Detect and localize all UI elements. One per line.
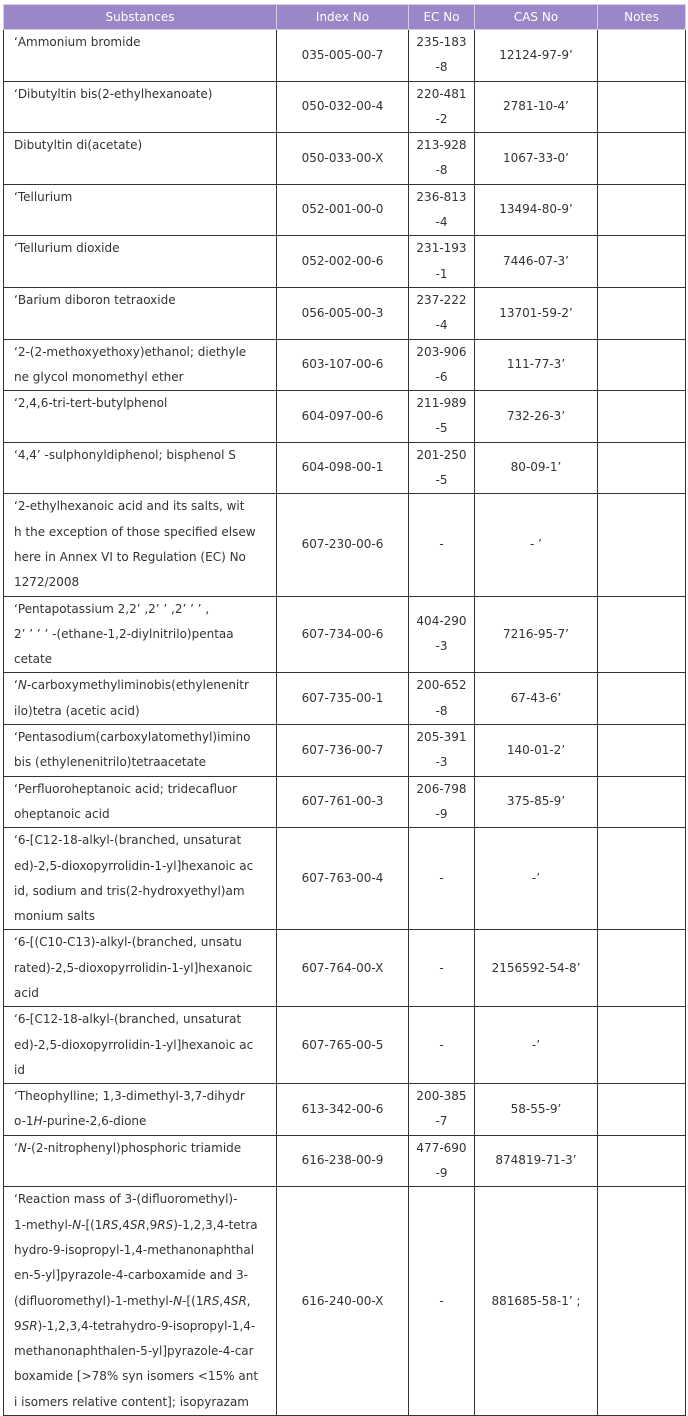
cas-no-cell: 80-09-1’ xyxy=(475,442,598,494)
ec-no-line: 231-193 xyxy=(416,241,467,256)
ec-no-line: 477-690 xyxy=(416,1140,467,1155)
notes-cell xyxy=(598,725,686,777)
ec-no-line: -5 xyxy=(435,473,448,488)
substance-text: ‘Dibutyltin bis(2-ethylhexanoate) xyxy=(14,86,213,101)
substance-text: -purine-2,6-dione xyxy=(42,1114,147,1129)
substance-text: oheptanoic acid xyxy=(14,806,110,821)
substance-text: (difluoromethyl)-1-methyl- xyxy=(14,1293,174,1308)
substance-italic: RS xyxy=(157,1217,174,1232)
ec-no-line: 200-385 xyxy=(416,1089,467,1104)
ec-no-cell xyxy=(409,287,475,339)
ec-no-cell: - xyxy=(409,1187,475,1416)
notes-cell xyxy=(598,1135,686,1187)
substance-text: Dibutyltin di(acetate) xyxy=(14,138,143,153)
cas-no-cell: 732-26-3’ xyxy=(475,391,598,443)
ec-no-cell xyxy=(409,133,475,185)
cas-no-cell: 2156592-54-8’ xyxy=(475,930,598,1007)
substance-cell xyxy=(4,596,277,673)
table-row xyxy=(4,81,686,133)
cas-no-cell: 13701-59-2’ xyxy=(475,287,598,339)
substance-text: here in Annex VI to Regulation (EC) No xyxy=(14,549,246,564)
table-row xyxy=(4,133,686,185)
substance-text: ‘ xyxy=(14,678,18,693)
table-row xyxy=(4,776,686,828)
notes-cell xyxy=(598,133,686,185)
notes-cell xyxy=(598,339,686,391)
table-row xyxy=(4,596,686,673)
substance-text: ,4 xyxy=(219,1293,231,1308)
substance-cell xyxy=(4,725,277,777)
cas-no-cell: 874819-71-3’ xyxy=(475,1135,598,1187)
ec-no-line: -4 xyxy=(435,215,448,230)
cas-no-cell: -’ xyxy=(475,1007,598,1084)
table-row xyxy=(4,673,686,725)
table-row xyxy=(4,1187,686,1416)
ec-no-cell xyxy=(409,776,475,828)
substance-text: -[(1 xyxy=(182,1293,204,1308)
cas-no-cell: 1067-33-0’ xyxy=(475,133,598,185)
header-notes: Notes xyxy=(598,5,686,30)
substance-text: id xyxy=(14,1062,25,1077)
ec-no-cell: - xyxy=(409,828,475,930)
notes-cell xyxy=(598,828,686,930)
ec-no-line: 211-989 xyxy=(416,396,467,411)
cas-no-cell: 58-55-9’ xyxy=(475,1084,598,1136)
substance-italic: N xyxy=(17,678,27,693)
index-no-cell: 607-736-00-7 xyxy=(277,725,409,777)
substance-cell xyxy=(4,828,277,930)
substance-cell xyxy=(4,930,277,1007)
substance-text: ‘4,4’ -sulphonyldiphenol; bisphenol S xyxy=(14,447,236,462)
ec-no-cell xyxy=(409,596,475,673)
index-no-cell: 616-240-00-X xyxy=(277,1187,409,1416)
substance-text: o-1 xyxy=(14,1114,34,1129)
index-no-cell: 607-734-00-6 xyxy=(277,596,409,673)
substance-text: , xyxy=(246,1293,251,1308)
substance-cell xyxy=(4,236,277,288)
substance-text: ‘Barium diboron tetraoxide xyxy=(14,292,176,307)
substance-cell xyxy=(4,776,277,828)
substance-italic: H xyxy=(33,1114,43,1129)
ec-no-cell: - xyxy=(409,494,475,596)
header-index-no: Index No xyxy=(277,5,409,30)
table-row xyxy=(4,442,686,494)
substance-text: id, sodium and tris(2-hydroxyethyl)am xyxy=(14,883,245,898)
substance-cell xyxy=(4,81,277,133)
substance-text: ‘Ammonium bromide xyxy=(14,35,141,49)
substances-table xyxy=(3,4,686,1416)
notes-cell xyxy=(598,596,686,673)
substance-cell xyxy=(4,287,277,339)
index-no-cell: 616-238-00-9 xyxy=(277,1135,409,1187)
index-no-cell: 607-230-00-6 xyxy=(277,494,409,596)
index-no-cell: 604-098-00-1 xyxy=(277,442,409,494)
table-row xyxy=(4,1007,686,1084)
substance-text: ‘6-[C12-18-alkyl-(branched, unsaturat xyxy=(14,833,242,848)
ec-no-line: -2 xyxy=(435,111,448,126)
notes-cell xyxy=(598,494,686,596)
substance-text: 1-methyl- xyxy=(14,1217,73,1232)
ec-no-cell xyxy=(409,184,475,236)
notes-cell xyxy=(598,184,686,236)
substance-text: cetate xyxy=(14,652,53,667)
substance-text: boxamide [>78% syn isomers <15% ant xyxy=(14,1369,259,1384)
ec-no-cell xyxy=(409,339,475,391)
ec-no-line: -6 xyxy=(435,369,448,384)
index-no-cell: 607-735-00-1 xyxy=(277,673,409,725)
substance-text: ‘Reaction mass of 3-(difluoromethyl)- xyxy=(14,1192,238,1207)
notes-cell xyxy=(598,81,686,133)
cas-no-cell: 67-43-6’ xyxy=(475,673,598,725)
index-no-cell: 607-763-00-4 xyxy=(277,828,409,930)
substance-text: 2’ ’ ’ ’ -(ethane-1,2-diylnitrilo)pentaa xyxy=(14,626,234,641)
index-no-cell: 050-032-00-4 xyxy=(277,81,409,133)
substance-cell xyxy=(4,30,277,82)
substance-cell xyxy=(4,339,277,391)
ec-no-line: -5 xyxy=(435,421,448,436)
cas-no-cell: 881685-58-1’ ; xyxy=(475,1187,598,1416)
substance-cell xyxy=(4,133,277,185)
substance-text: hydro-9-isopropyl-1,4-methanonaphthal xyxy=(14,1242,255,1257)
table-row xyxy=(4,930,686,1007)
table-row xyxy=(4,391,686,443)
substance-text: ‘2-ethylhexanoic acid and its salts, wit xyxy=(14,499,245,514)
cas-no-cell: 13494-80-9’ xyxy=(475,184,598,236)
substance-italic: N xyxy=(173,1293,183,1308)
index-no-cell: 052-002-00-6 xyxy=(277,236,409,288)
substance-cell xyxy=(4,673,277,725)
substance-italic: N xyxy=(72,1217,82,1232)
ec-no-line: -8 xyxy=(435,163,448,178)
index-no-cell: 052-001-00-0 xyxy=(277,184,409,236)
ec-no-line: -1 xyxy=(435,266,448,281)
ec-no-cell xyxy=(409,81,475,133)
index-no-cell: 056-005-00-3 xyxy=(277,287,409,339)
substance-text: ed)-2,5-dioxopyrrolidin-1-yl]hexanoic ac xyxy=(14,858,254,873)
header-substances: Substances xyxy=(4,5,277,30)
ec-no-cell: - xyxy=(409,1007,475,1084)
cas-no-cell: -’ xyxy=(475,828,598,930)
substance-text: )-1,2,3,4-tetrahydro-9-isopropyl-1,4- xyxy=(37,1318,256,1333)
ec-no-cell: - xyxy=(409,930,475,1007)
table-row xyxy=(4,1135,686,1187)
substance-text: )-1,2,3,4-tetra xyxy=(173,1217,258,1232)
ec-no-line: -3 xyxy=(435,639,448,654)
substance-text: rated)-2,5-dioxopyrrolidin-1-yl]hexanoic xyxy=(14,960,253,975)
ec-no-cell xyxy=(409,725,475,777)
cas-no-cell: 7216-95-7’ xyxy=(475,596,598,673)
substance-text: ‘Tellurium dioxide xyxy=(14,241,120,256)
index-no-cell: 613-342-00-6 xyxy=(277,1084,409,1136)
ec-no-line: 213-928 xyxy=(416,138,467,153)
ec-no-line: -7 xyxy=(435,1114,448,1129)
ec-no-line: -9 xyxy=(435,806,448,821)
substance-text: ‘Theophylline; 1,3-dimethyl-3,7-dihydr xyxy=(14,1089,245,1104)
header-ec-no: EC No xyxy=(409,5,475,30)
ec-no-line: -8 xyxy=(435,703,448,718)
table-row xyxy=(4,1084,686,1136)
ec-no-line: 236-813 xyxy=(416,189,467,204)
table-row xyxy=(4,828,686,930)
index-no-cell: 604-097-00-6 xyxy=(277,391,409,443)
ec-no-line: 404-290 xyxy=(416,614,467,629)
ec-no-line: 206-798 xyxy=(416,781,467,796)
substance-text: bis (ethylenenitrilo)tetraacetate xyxy=(14,755,207,770)
index-no-cell: 050-033-00-X xyxy=(277,133,409,185)
substance-cell xyxy=(4,494,277,596)
ec-no-line: 220-481 xyxy=(416,86,467,101)
substance-text: ‘Pentasodium(carboxylatomethyl)imino xyxy=(14,730,251,745)
cas-no-cell: 140-01-2’ xyxy=(475,725,598,777)
notes-cell xyxy=(598,930,686,1007)
substance-text: ‘6-[C12-18-alkyl-(branched, unsaturat xyxy=(14,1012,242,1027)
notes-cell xyxy=(598,30,686,82)
substance-cell xyxy=(4,1135,277,1187)
index-no-cell: 603-107-00-6 xyxy=(277,339,409,391)
notes-cell xyxy=(598,442,686,494)
ec-no-line: 205-391 xyxy=(416,730,467,745)
substance-cell xyxy=(4,184,277,236)
ec-no-line: -8 xyxy=(435,60,448,75)
cas-no-cell: 375-85-9’ xyxy=(475,776,598,828)
substance-italic: SR xyxy=(21,1318,38,1333)
cas-no-cell: 2781-10-4’ xyxy=(475,81,598,133)
substance-cell xyxy=(4,391,277,443)
substance-text: ‘2-(2-methoxyethoxy)ethanol; diethyle xyxy=(14,344,247,359)
substance-text: ne glycol monomethyl ether xyxy=(14,369,184,384)
index-no-cell: 607-761-00-3 xyxy=(277,776,409,828)
substance-text: methanonaphthalen-5-yl]pyrazole-4-car xyxy=(14,1344,254,1359)
cas-no-cell: 12124-97-9’ xyxy=(475,30,598,82)
index-no-cell: 607-765-00-5 xyxy=(277,1007,409,1084)
ec-no-line: -3 xyxy=(435,755,448,770)
notes-cell xyxy=(598,1187,686,1416)
substance-text: h the exception of those specified elsew xyxy=(14,524,256,539)
substance-text: -[(1 xyxy=(81,1217,103,1232)
ec-no-cell xyxy=(409,30,475,82)
ec-no-line: 200-652 xyxy=(416,678,467,693)
ec-no-line: 201-250 xyxy=(416,447,467,462)
substance-text: monium salts xyxy=(14,909,95,924)
substance-text: -(2-nitrophenyl)phosphoric triamide xyxy=(26,1140,242,1155)
substance-text: -carboxymethyliminobis(ethylenenitr xyxy=(26,678,249,693)
index-no-cell: 607-764-00-X xyxy=(277,930,409,1007)
substance-text: ,9 xyxy=(145,1217,158,1232)
table-row xyxy=(4,494,686,596)
cas-no-cell: 7446-07-3’ xyxy=(475,236,598,288)
ec-no-line: 237-222 xyxy=(416,292,467,307)
ec-no-line: -9 xyxy=(435,1166,448,1181)
index-no-cell: 035-005-00-7 xyxy=(277,30,409,82)
substance-text: ed)-2,5-dioxopyrrolidin-1-yl]hexanoic ac xyxy=(14,1037,254,1052)
ec-no-line: 235-183 xyxy=(416,35,467,49)
substance-text: 9 xyxy=(14,1318,22,1333)
substance-text: acid xyxy=(14,985,39,1000)
substance-text: i isomers relative content]; isopyrazam xyxy=(14,1394,249,1409)
table-row xyxy=(4,287,686,339)
notes-cell xyxy=(598,673,686,725)
ec-no-cell xyxy=(409,673,475,725)
table-header-row xyxy=(4,5,686,30)
ec-no-cell xyxy=(409,391,475,443)
substance-text: ‘6-[(C10-C13)-alkyl-(branched, unsatu xyxy=(14,935,242,950)
notes-cell xyxy=(598,287,686,339)
substance-text: en-5-yl]pyrazole-4-carboxamide and 3- xyxy=(14,1268,248,1283)
ec-no-line: -4 xyxy=(435,318,448,333)
notes-cell xyxy=(598,391,686,443)
substance-text: ‘Pentapotassium 2,2’ ,2’ ’ ,2’ ’ ’ , xyxy=(14,601,210,616)
substance-text: ,4 xyxy=(118,1217,130,1232)
table-row xyxy=(4,30,686,82)
table-row xyxy=(4,725,686,777)
substance-italic: SR xyxy=(129,1217,146,1232)
table-row xyxy=(4,236,686,288)
ec-no-cell xyxy=(409,236,475,288)
ec-no-cell xyxy=(409,1084,475,1136)
notes-cell xyxy=(598,1007,686,1084)
substance-italic: RS xyxy=(102,1217,119,1232)
notes-cell xyxy=(598,1084,686,1136)
substance-cell xyxy=(4,1187,277,1416)
substance-cell xyxy=(4,1007,277,1084)
cas-no-cell: 111-77-3’ xyxy=(475,339,598,391)
substance-italic: N xyxy=(17,1140,27,1155)
substance-text: ‘ xyxy=(14,1140,18,1155)
notes-cell xyxy=(598,236,686,288)
substance-text: ‘Tellurium xyxy=(14,189,73,204)
substance-cell xyxy=(4,442,277,494)
table-row xyxy=(4,184,686,236)
substance-text: 1272/2008 xyxy=(14,575,80,590)
substance-text: ilo)tetra (acetic acid) xyxy=(14,703,140,718)
header-cas-no: CAS No xyxy=(475,5,598,30)
cas-no-cell: - ’ xyxy=(475,494,598,596)
ec-no-cell xyxy=(409,442,475,494)
substance-italic: RS xyxy=(203,1293,220,1308)
ec-no-cell xyxy=(409,1135,475,1187)
substance-text: ‘Perfluoroheptanoic acid; tridecafluor xyxy=(14,781,237,796)
notes-cell xyxy=(598,776,686,828)
ec-no-line: 203-906 xyxy=(416,344,467,359)
substance-cell xyxy=(4,1084,277,1136)
substance-italic: SR xyxy=(230,1293,247,1308)
substance-text: ‘2,4,6-tri-tert-butylphenol xyxy=(14,396,168,411)
table-row xyxy=(4,339,686,391)
